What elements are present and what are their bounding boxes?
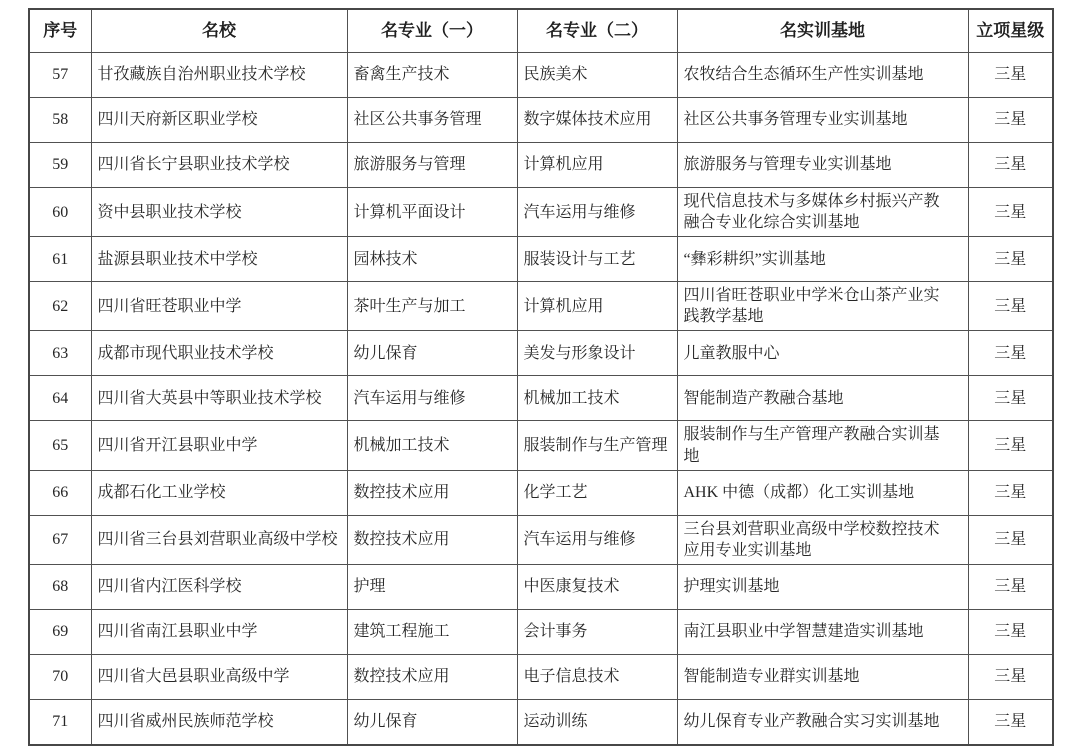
cell-training-base: 服装制作与生产管理产教融合实训基地 <box>677 421 968 470</box>
cell-training-base: 旅游服务与管理专业实训基地 <box>677 143 968 188</box>
cell-major-one: 旅游服务与管理 <box>347 143 517 188</box>
cell-training-base: 农牧结合生态循环生产性实训基地 <box>677 53 968 98</box>
table-row <box>29 421 1053 470</box>
cell-star-level: 三星 <box>968 470 1053 515</box>
cell-star-level: 三星 <box>968 237 1053 282</box>
cell-school: 四川省三台县刘营职业高级中学校 <box>91 515 347 564</box>
cell-serial: 64 <box>29 376 91 421</box>
star-rating-table <box>28 8 1054 746</box>
cell-training-base: 社区公共事务管理专业实训基地 <box>677 98 968 143</box>
table-row <box>29 564 1053 609</box>
table-row <box>29 470 1053 515</box>
table-row <box>29 331 1053 376</box>
cell-school: 资中县职业技术学校 <box>91 188 347 237</box>
cell-school: 甘孜藏族自治州职业技术学校 <box>91 53 347 98</box>
cell-major-two: 会计事务 <box>517 609 677 654</box>
cell-school: 四川省开江县职业中学 <box>91 421 347 470</box>
cell-school: 四川省大英县中等职业技术学校 <box>91 376 347 421</box>
cell-school: 四川省威州民族师范学校 <box>91 699 347 745</box>
cell-major-one: 园林技术 <box>347 237 517 282</box>
cell-major-one: 茶叶生产与加工 <box>347 282 517 331</box>
column-header-serial: 序号 <box>29 9 91 53</box>
cell-serial: 61 <box>29 237 91 282</box>
cell-major-two: 计算机应用 <box>517 143 677 188</box>
cell-major-one: 幼儿保育 <box>347 331 517 376</box>
cell-school: 四川省旺苍职业中学 <box>91 282 347 331</box>
cell-star-level: 三星 <box>968 331 1053 376</box>
cell-major-one: 建筑工程施工 <box>347 609 517 654</box>
cell-star-level: 三星 <box>968 282 1053 331</box>
cell-serial: 70 <box>29 654 91 699</box>
cell-school: 盐源县职业技术中学校 <box>91 237 347 282</box>
cell-training-base: 智能制造产教融合基地 <box>677 376 968 421</box>
table-row <box>29 376 1053 421</box>
cell-serial: 69 <box>29 609 91 654</box>
cell-serial: 60 <box>29 188 91 237</box>
cell-serial: 62 <box>29 282 91 331</box>
cell-star-level: 三星 <box>968 53 1053 98</box>
table-row <box>29 98 1053 143</box>
cell-star-level: 三星 <box>968 515 1053 564</box>
cell-star-level: 三星 <box>968 654 1053 699</box>
table-row <box>29 699 1053 745</box>
cell-serial: 65 <box>29 421 91 470</box>
table-header-row <box>29 9 1053 53</box>
table-row <box>29 237 1053 282</box>
cell-serial: 71 <box>29 699 91 745</box>
column-header-major-one: 名专业（一） <box>347 9 517 53</box>
cell-school: 四川省长宁县职业技术学校 <box>91 143 347 188</box>
cell-star-level: 三星 <box>968 188 1053 237</box>
cell-training-base: “彝彩耕织”实训基地 <box>677 237 968 282</box>
cell-major-two: 汽车运用与维修 <box>517 515 677 564</box>
table-row <box>29 609 1053 654</box>
column-header-major-two: 名专业（二） <box>517 9 677 53</box>
cell-training-base: 幼儿保育专业产教融合实习实训基地 <box>677 699 968 745</box>
cell-major-two: 化学工艺 <box>517 470 677 515</box>
cell-major-one: 畜禽生产技术 <box>347 53 517 98</box>
cell-major-one: 计算机平面设计 <box>347 188 517 237</box>
cell-school: 四川省南江县职业中学 <box>91 609 347 654</box>
cell-training-base: 儿童教服中心 <box>677 331 968 376</box>
cell-serial: 63 <box>29 331 91 376</box>
cell-major-two: 汽车运用与维修 <box>517 188 677 237</box>
cell-star-level: 三星 <box>968 421 1053 470</box>
cell-major-two: 运动训练 <box>517 699 677 745</box>
table-body <box>29 53 1053 745</box>
cell-serial: 57 <box>29 53 91 98</box>
cell-school: 四川省大邑县职业高级中学 <box>91 654 347 699</box>
cell-major-two: 服装制作与生产管理 <box>517 421 677 470</box>
column-header-school: 名校 <box>91 9 347 53</box>
table-row <box>29 143 1053 188</box>
cell-major-two: 中医康复技术 <box>517 564 677 609</box>
cell-training-base: 智能制造专业群实训基地 <box>677 654 968 699</box>
cell-training-base: 现代信息技术与多媒体乡村振兴产教融合专业化综合实训基地 <box>677 188 968 237</box>
cell-training-base: 护理实训基地 <box>677 564 968 609</box>
cell-major-one: 数控技术应用 <box>347 470 517 515</box>
table-row <box>29 188 1053 237</box>
cell-star-level: 三星 <box>968 376 1053 421</box>
cell-major-one: 数控技术应用 <box>347 654 517 699</box>
cell-school: 四川天府新区职业学校 <box>91 98 347 143</box>
cell-serial: 58 <box>29 98 91 143</box>
table-row <box>29 53 1053 98</box>
cell-training-base: 三台县刘营职业高级中学校数控技术应用专业实训基地 <box>677 515 968 564</box>
cell-major-one: 社区公共事务管理 <box>347 98 517 143</box>
cell-serial: 68 <box>29 564 91 609</box>
cell-school: 四川省内江医科学校 <box>91 564 347 609</box>
cell-star-level: 三星 <box>968 143 1053 188</box>
cell-major-two: 电子信息技术 <box>517 654 677 699</box>
cell-major-two: 服装设计与工艺 <box>517 237 677 282</box>
cell-major-one: 汽车运用与维修 <box>347 376 517 421</box>
cell-major-one: 幼儿保育 <box>347 699 517 745</box>
cell-star-level: 三星 <box>968 564 1053 609</box>
cell-major-two: 数字媒体技术应用 <box>517 98 677 143</box>
cell-major-two: 计算机应用 <box>517 282 677 331</box>
cell-training-base: 四川省旺苍职业中学米仓山茶产业实践教学基地 <box>677 282 968 331</box>
cell-serial: 67 <box>29 515 91 564</box>
cell-major-two: 美发与形象设计 <box>517 331 677 376</box>
cell-serial: 59 <box>29 143 91 188</box>
cell-major-one: 数控技术应用 <box>347 515 517 564</box>
cell-school: 成都石化工业学校 <box>91 470 347 515</box>
column-header-training-base: 名实训基地 <box>677 9 968 53</box>
cell-major-one: 护理 <box>347 564 517 609</box>
cell-training-base: AHK 中德（成都）化工实训基地 <box>677 470 968 515</box>
cell-serial: 66 <box>29 470 91 515</box>
table-row <box>29 515 1053 564</box>
cell-training-base: 南江县职业中学智慧建造实训基地 <box>677 609 968 654</box>
table-row <box>29 282 1053 331</box>
cell-star-level: 三星 <box>968 98 1053 143</box>
cell-major-one: 机械加工技术 <box>347 421 517 470</box>
cell-star-level: 三星 <box>968 609 1053 654</box>
table-row <box>29 654 1053 699</box>
cell-star-level: 三星 <box>968 699 1053 745</box>
cell-major-two: 机械加工技术 <box>517 376 677 421</box>
column-header-star-level: 立项星级 <box>968 9 1053 53</box>
cell-major-two: 民族美术 <box>517 53 677 98</box>
cell-school: 成都市现代职业技术学校 <box>91 331 347 376</box>
